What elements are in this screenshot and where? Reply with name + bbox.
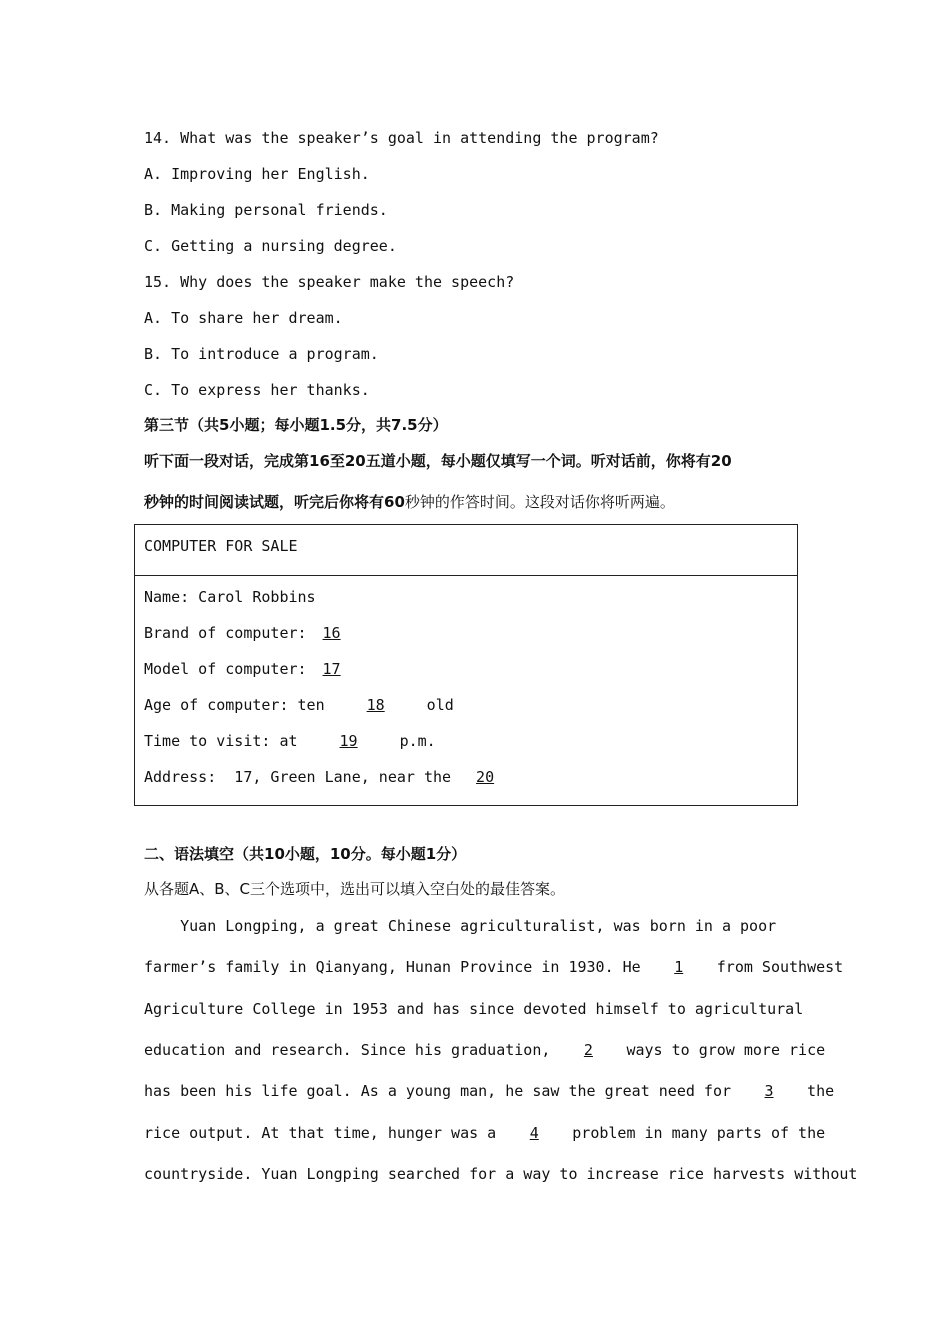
section3-instruction-line2-bold: 秒钟的时间阅读试题，听完后你将有60 bbox=[144, 493, 405, 511]
passage-line-5 bbox=[144, 1081, 834, 1101]
passage-line-4 bbox=[144, 1040, 825, 1060]
blank-17: 17 bbox=[322, 660, 341, 678]
part2-instruction: 从各题A、B、C三个选项中，选出可以填入空白处的最佳答案。 bbox=[144, 880, 566, 898]
form-title: COMPUTER FOR SALE bbox=[144, 537, 298, 555]
form-model-row bbox=[144, 659, 357, 679]
q15-option-c: C. To express her thanks. bbox=[144, 381, 370, 399]
blank-19: 19 bbox=[339, 732, 358, 750]
passage-line-6-text-a: rice output. At that time, hunger was a bbox=[144, 1124, 506, 1142]
form-time-row bbox=[144, 731, 436, 751]
form-time-label: Time to visit: at bbox=[144, 732, 307, 750]
form-brand-label: Brand of computer: bbox=[144, 624, 307, 642]
form-age-label: Age of computer: ten bbox=[144, 696, 334, 714]
passage-line-1: Yuan Longping, a great Chinese agriculturalist, was born in a poor bbox=[144, 917, 777, 935]
blank-2: 2 bbox=[583, 1041, 593, 1059]
form-address-label: Address: 17, Green Lane, near the bbox=[144, 768, 461, 786]
passage-line-6 bbox=[144, 1123, 825, 1143]
part2-heading: 二、语法填空（共10小题，10分。每小题1分） bbox=[144, 845, 467, 863]
blank-20: 20 bbox=[476, 768, 495, 786]
passage-line-5-text-b: the bbox=[798, 1082, 835, 1100]
form-model-label: Model of computer: bbox=[144, 660, 307, 678]
blank-4: 4 bbox=[529, 1124, 539, 1142]
q14-option-b: B. Making personal friends. bbox=[144, 201, 388, 219]
blank-18: 18 bbox=[366, 696, 385, 714]
q15-option-b: B. To introduce a program. bbox=[144, 345, 379, 363]
passage-line-4-text-a: education and research. Since his graduation, bbox=[144, 1041, 560, 1059]
form-divider bbox=[135, 575, 797, 576]
passage-line-7: countryside. Yuan Longping searched for a way to increase rice harvests without bbox=[144, 1165, 858, 1183]
q15-stem: 15. Why does the speaker make the speech? bbox=[144, 273, 515, 291]
section3-instruction-line1: 听下面一段对话，完成第16至20五道小题，每小题仅填写一个词。听对话前，你将有20 bbox=[144, 452, 732, 470]
blank-1: 1 bbox=[674, 958, 684, 976]
passage-line-3: Agriculture College in 1953 and has since devoted himself to agricultural bbox=[144, 1000, 804, 1018]
form-name: Name: Carol Robbins bbox=[144, 588, 316, 606]
section3-heading: 第三节（共5小题；每小题1.5分，共7.5分） bbox=[144, 416, 448, 434]
blank-3: 3 bbox=[764, 1082, 774, 1100]
section3-instruction-line2-rest: 秒钟的作答时间。这段对话你将听两遍。 bbox=[404, 493, 675, 511]
q14-option-a: A. Improving her English. bbox=[144, 165, 370, 183]
section3-instruction-line2 bbox=[144, 492, 675, 512]
blank-16: 16 bbox=[322, 624, 341, 642]
passage-line-2 bbox=[144, 957, 843, 977]
form-age-suffix: old bbox=[417, 696, 454, 714]
q14-stem: 14. What was the speaker’s goal in attending the program? bbox=[144, 129, 659, 147]
passage-line-2-text-a: farmer’s family in Qianyang, Hunan Province in 1930. He bbox=[144, 958, 650, 976]
passage-line-6-text-b: problem in many parts of the bbox=[563, 1124, 826, 1142]
form-age-row bbox=[144, 695, 454, 715]
passage-line-5-text-a: has been his life goal. As a young man, he saw the great need for bbox=[144, 1082, 741, 1100]
form-brand-row bbox=[144, 623, 357, 643]
passage-line-4-text-b: ways to grow more rice bbox=[617, 1041, 826, 1059]
passage-line-2-text-b: from Southwest bbox=[707, 958, 844, 976]
q14-option-c: C. Getting a nursing degree. bbox=[144, 237, 397, 255]
form-time-suffix: p.m. bbox=[390, 732, 436, 750]
q15-option-a: A. To share her dream. bbox=[144, 309, 343, 327]
form-address-row bbox=[144, 767, 510, 787]
